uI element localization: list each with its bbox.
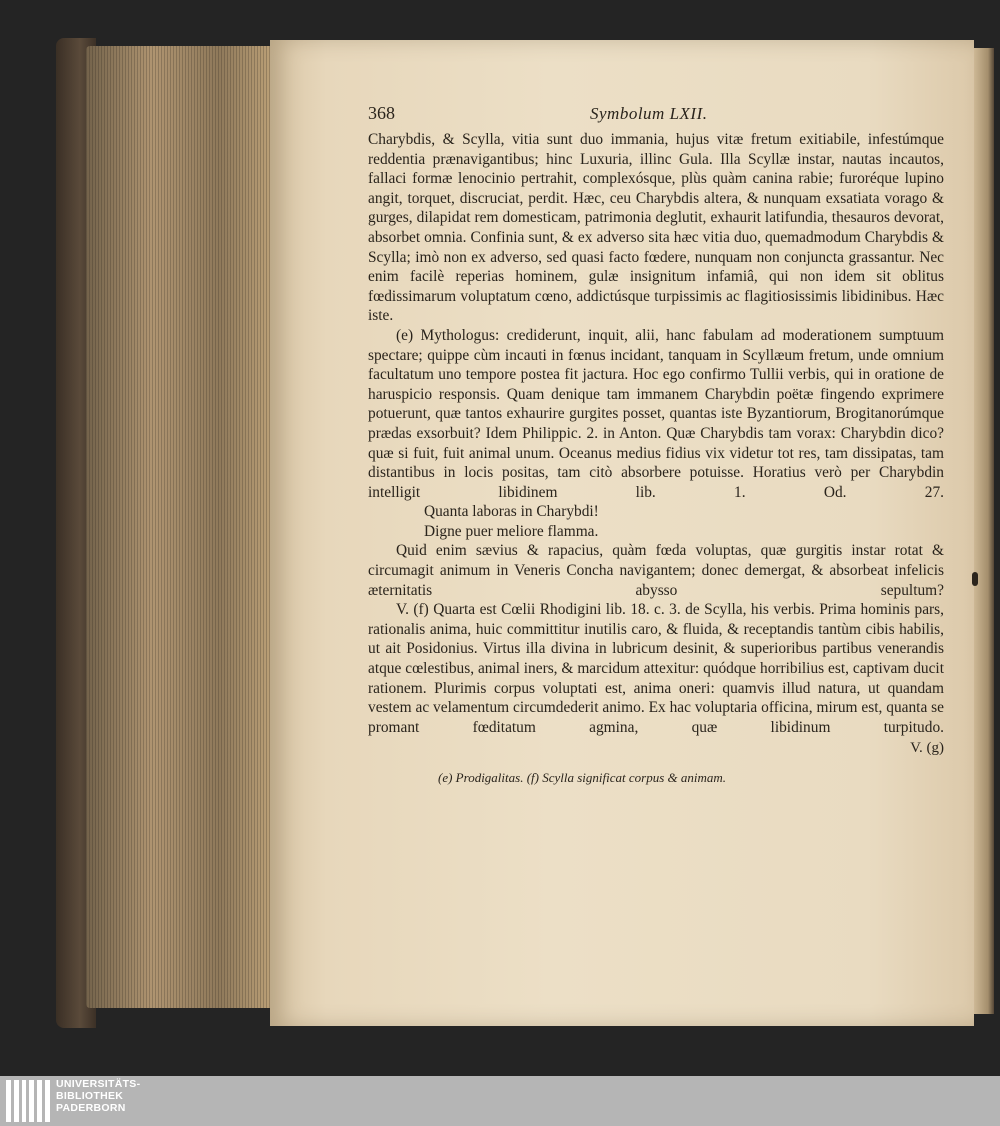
- paragraph-3: Quid enim sævius & rapacius, quàm fœda voluptas, quæ gurgitis instar rotat & circumagit animum in Veneris Concha navigantem; donec demergat, & absorbeat infelicis æternitatis abysso sepultum?: [368, 542, 944, 599]
- page-header: [368, 104, 944, 128]
- paragraph-2: (e) Mythologus: crediderunt, inquit, alii, hanc fabulam ad moderationem sumptuum spectare; quippe cùm incauti in fœnus incidant, tanquam in Scyllæum fretum, unde omnium facultatum uno tempore postea fit jactura. Hoc ego confirmo Tullii verbis, qui in oratione de haruspicio responsis. Quam denique tam immanem Charybdin poëtæ fingendo exprimere potuerunt, quæ tantos exhaurire gurgites posset, quantas iste Byzantiorum, Brogitanorúmque prædas exsorbuit? Idem Philippic. 2. in Anton. Quæ Charybdis tam vorax: Charybdin dico? quæ si fuit, fuit animal unum. Oceanus medius fidius vix videtur tot res, tam dissipatas, tam distantibus in locis positas, tam citò absorbere potuisse. Horatius verò per Charybdin intelligit libidinem lib. 1. Od. 27.: [368, 326, 944, 501]
- library-name: [56, 1078, 196, 1114]
- library-logo-icon: [6, 1080, 50, 1122]
- page-clip-mark: [972, 572, 978, 586]
- catchword: V. (g): [910, 740, 944, 757]
- running-title: Symbolum LXII.: [590, 104, 708, 123]
- library-name-line-2: BIBLIOTHEK: [56, 1090, 124, 1102]
- page-number: 368: [368, 103, 395, 123]
- footnote: (e) Prodigalitas. (f) Scylla significat corpus & animam.: [438, 770, 727, 785]
- library-name-line-3: PADERBORN: [56, 1102, 126, 1114]
- verse-line-1: Quanta laboras in Charybdi!: [424, 503, 599, 521]
- paragraph-1: Charybdis, & Scylla, vitia sunt duo immania, hujus vitæ fretum exitiabile, infestúmque reddentia prænavigantibus; hinc Luxuria, illinc Gula. Illa Scyllæ instar, nautas incautos, fallaci formæ lenocinio pertrahit, complexósque, plùs quàm canina rabie; furoréque lupino angit, torquet, discruciat, perdit. Hæc, ceu Charybdis altera, & nunquam exsatiata vorago & gurges, dilapidat rem domesticam, patrimonia deglutit, exhaurit latifundia, thesauros devorat, absorbet omnia. Confinia sunt, & ex adverso sita hæc vitia duo, quemadmodum Charybdis & Scylla; imò non ex adverso, sed quasi facto fœdere, nunquam non conjuncta grassantur. Nec enim facilè reperias hominem, gulæ insignitum infamiâ, qui non idem sit oblitus fœdissimarum voluptatum cœno, addictúsque turpissimis ac flagitiosissimis libidinibus. Hæc iste.: [368, 131, 944, 325]
- paragraph-4: V. (f) Quarta est Cœlii Rhodigini lib. 18. c. 3. de Scylla, his verbis. Prima hominis pars, rationalis anima, huic committitur inutilis caro, & fluida, & receptandis tantùm cibis habilis, ut ait Posidonius. Virtus illa divina in lubricum desinit, & superioribus partibus venerandis atque cœlestibus, animal iners, & marcidum attexitur: quódque horribilius est, captivam ducit rationem. Plurimis corpus voluptati est, anima oneri: quamvis illud natura, ut quandam vestem ac velamentum circumdederit animo. Ex hac voluptaria officina, mirum est, quanta se promant fœditatum agmina, quæ libidinum turpitudo.: [368, 601, 944, 736]
- page-content: [368, 104, 944, 786]
- page-block-edges: [86, 46, 276, 1008]
- library-name-line-1: UNIVERSITÄTS-: [56, 1078, 141, 1090]
- next-page-edge: [974, 48, 994, 1014]
- verse-line-2: Digne puer meliore flamma.: [424, 522, 599, 540]
